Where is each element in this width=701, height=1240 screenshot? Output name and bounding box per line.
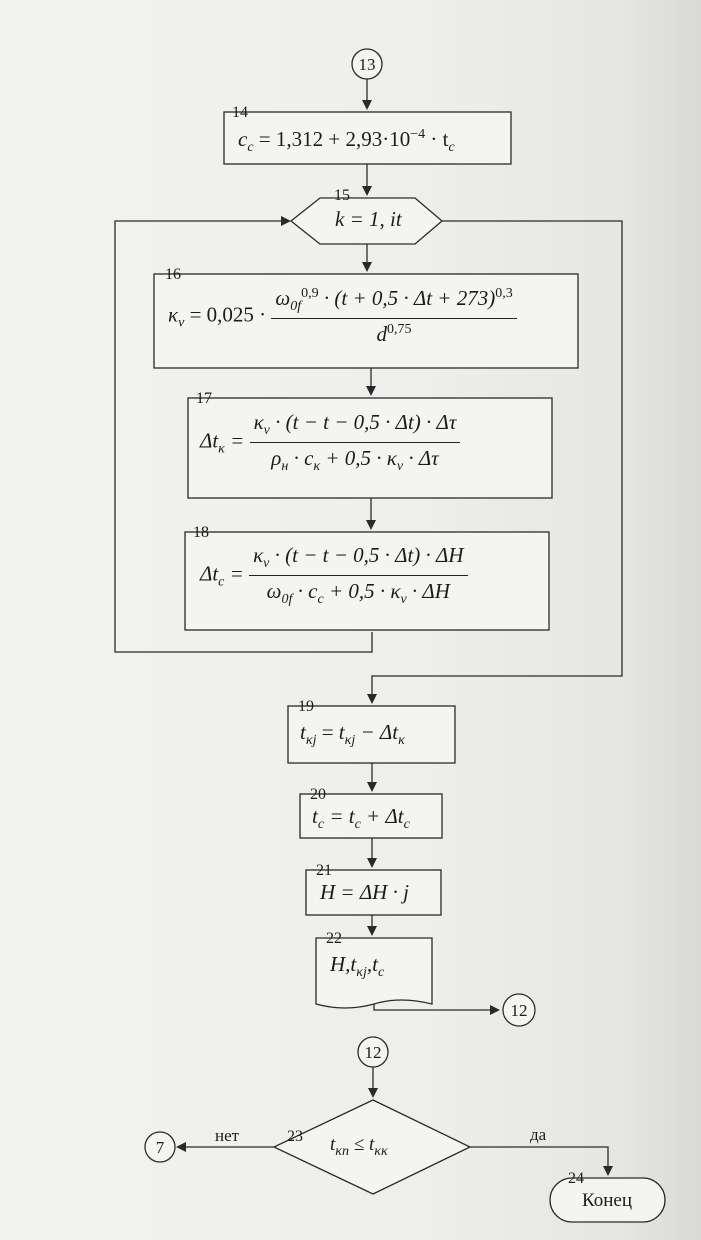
block-15-number: 15 — [334, 187, 350, 204]
formula-21: H = ΔH · j — [320, 880, 409, 904]
block-23-number: 23 — [287, 1128, 303, 1145]
block-17-number: 17 — [196, 390, 212, 407]
formula-23: $t_{\kappa n} \le t_{\kappa\kappa}$ — [330, 1134, 388, 1159]
formula-20: $t_c = t_c + \Delta t_c$ — [312, 804, 410, 833]
block-22-number: 22 — [326, 930, 342, 947]
end-label: Конец — [582, 1190, 632, 1211]
connector-12-out-label: 12 — [510, 1001, 528, 1020]
formula-19: $t_{\kappa j} = t_{\kappa j} - \Delta t_\kappa$ — [300, 720, 405, 749]
connector-12-in-label: 12 — [364, 1043, 382, 1062]
connector-7-label: 7 — [155, 1138, 165, 1157]
label-yes: да — [530, 1125, 547, 1144]
block-14-number: 14 — [232, 104, 248, 121]
block-16-number: 16 — [165, 266, 181, 283]
block-19-number: 19 — [298, 698, 314, 715]
label-no: нет — [215, 1126, 240, 1145]
block-24-number: 24 — [568, 1170, 584, 1187]
formula-14: $c_c = 1,312 + 2,93\cdot 10^{-4} \cdot t_c$ — [238, 127, 455, 156]
formula-18: $\Delta t_c$ = $\frac{\kappa_v \cdot (t - t - 0,5 \cdot \Delta t) \cdot \Delta H}{\omega_{0f} \cdot c_c + 0,5 \cdot \kappa_v \cdot \Delta H}$ — [200, 543, 468, 608]
formula-16: $\kappa_v = 0,025$ · $\frac{\omega_{0f}^{0,9} \cdot (t + 0,5 \cdot \Delta t + 273)^{0,3}}{d^{0,75}}$ — [168, 286, 517, 347]
connector-13-label: 13 — [358, 55, 376, 74]
block-21-number: 21 — [316, 862, 332, 879]
formula-22: $H,t_{\kappa j},t_c$ — [330, 952, 385, 981]
formula-17: $\Delta t_\kappa$ = $\frac{\kappa_v \cdot (t - t - 0,5 \cdot \Delta t) \cdot \Delta\tau}{\rho_н \cdot c_\kappa + 0,5 \cdot \kappa_v \cdot \Delta\tau}$ — [200, 410, 460, 475]
block-20-number: 20 — [310, 786, 326, 803]
formula-15: k = 1, it — [335, 207, 402, 231]
block-18-number: 18 — [193, 524, 209, 541]
